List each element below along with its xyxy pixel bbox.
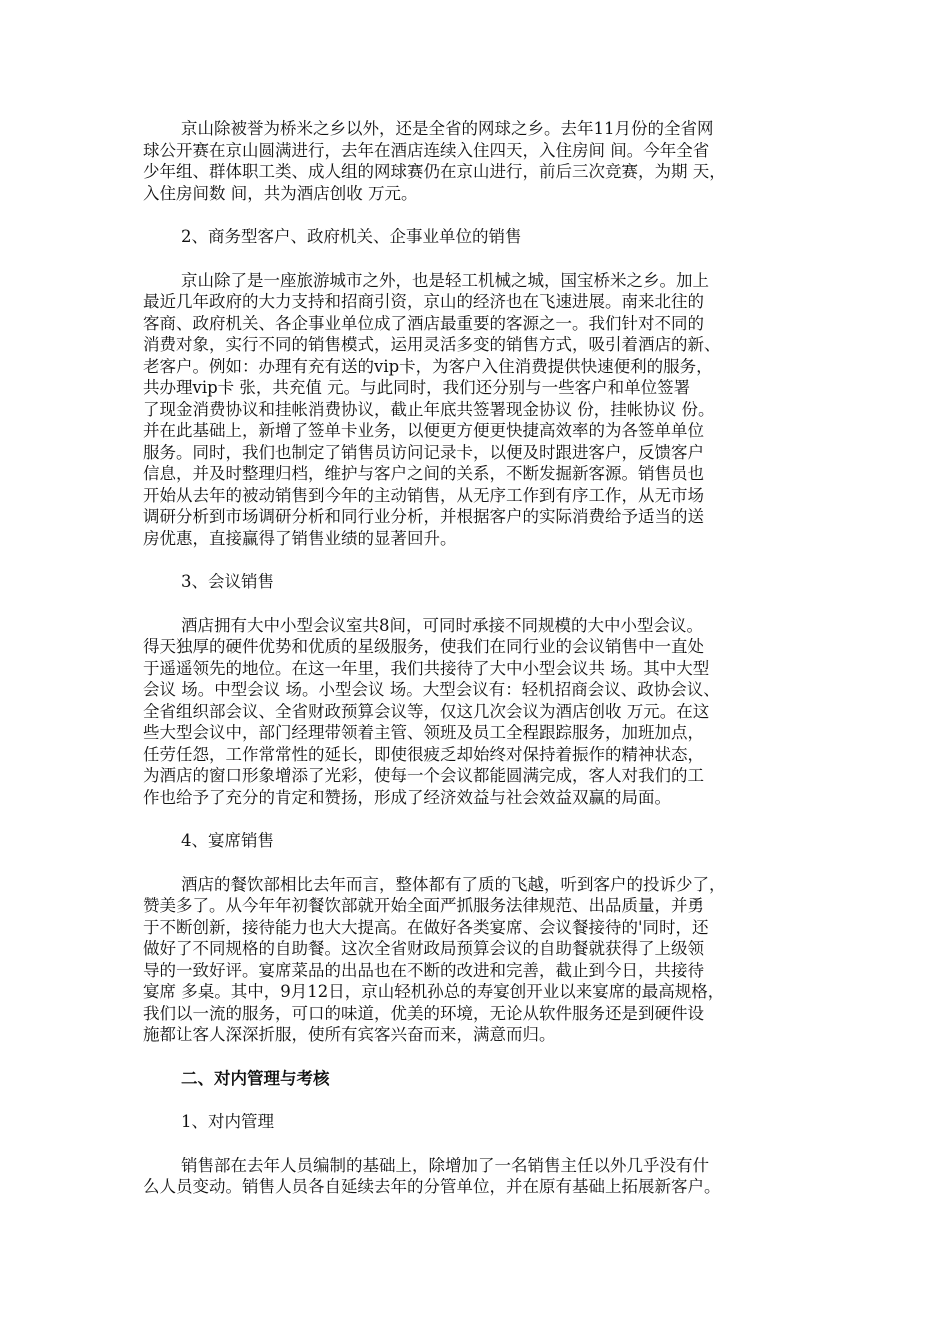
text-line: 了现金消费协议和挂帐消费协议，截止年底共签署现金协议 份，挂帐协议 份。 (143, 399, 715, 419)
text-line: 么人员变动。销售人员各自延续去年的分管单位，并在原有基础上拓展新客户。 (143, 1177, 721, 1196)
text-line: 京山除被誉为桥米之乡以外，还是全省的网球之乡。去年11月份的全省网 (181, 119, 714, 138)
text-line: 酒店拥有大中小型会议室共8间，可同时承接不同规模的大中小型会议。 (181, 615, 703, 635)
text-line: 做好了不同规格的自助餐。这次全省财政局预算会议的自助餐就获得了上级领 (143, 939, 704, 958)
text-line: 全省组织部会议、全省财政预算会议等，仅这几次会议为酒店创收 万元。在这 (143, 701, 710, 721)
text-line: 调研分析到市场调研分析和同行业分析，并根据客户的实际消费给予适当的送 (143, 507, 704, 526)
text-line: 施都让客人深深折服，使所有宾客兴奋而来，满意而归。 (143, 1025, 556, 1044)
text-line: 入住房间数 间，共为酒店创收 万元。 (143, 183, 418, 203)
text-line: 球公开赛在京山圆满进行，去年在酒店连续入住四天，入住房间 间。今年全省 (143, 140, 710, 160)
text-line: 于不断创新，接待能力也大大提高。在做好各类宴席、会议餐接待的'同时，还 (143, 917, 709, 937)
text-line: 赞美多了。从今年年初餐饮部就开始全面严抓服务法律规范、出品质量，并勇 (143, 896, 704, 915)
text-line: 京山除了是一座旅游城市之外，也是轻工机械之城，国宝桥米之乡。加上 (181, 270, 709, 290)
text-line: 消费对象，实行不同的销售模式，运用灵活多变的销售方式，吸引着酒店的新、 (143, 335, 721, 354)
subheading-banquet-sales: 4、宴席销售 (181, 831, 274, 850)
text-line: 最近几年政府的大力支持和招商引资，京山的经济也在飞速进展。南来北往的 (143, 292, 704, 311)
text-line: 得天独厚的硬件优势和优质的星级服务，使我们在同行业的会议销售中一直处 (143, 637, 704, 656)
text-line: 会议 场。中型会议 场。小型会议 场。大型会议有：轻机招商会议、政协会议、 (143, 680, 720, 699)
document-page (143, 118, 813, 1198)
text-line: 开始从去年的被动销售到今年的主动销售，从无序工作到有序工作，从无市场 (143, 485, 704, 505)
text-line: 些大型会议中，部门经理带领着主管、领班及员工全程跟踪服务，加班加点， (143, 723, 704, 742)
text-line: 于遥遥领先的地位。在这一年里，我们共接待了大中小型会议共 场。其中大型 (143, 658, 710, 678)
text-line: 任劳任怨，工作常常性的延长，即使很疲乏却始终对保持着振作的精神状态， (143, 744, 704, 764)
paragraph-tennis (143, 118, 813, 204)
text-line: 我们以一流的服务，可口的味道，优美的环境，无论从软件服务还是到硬件设 (143, 1003, 704, 1023)
text-line: 共办理vip卡 张，共充值 元。与此同时，我们还分别与一些客户和单位签署 (143, 378, 691, 397)
text-line: 为酒店的窗口形象增添了光彩，使每一个会议都能圆满完成，客人对我们的工 (143, 766, 704, 785)
section-heading-internal-management: 二、对内管理与考核 (181, 1068, 330, 1088)
text-line: 宴席 多桌。其中，9月12日，京山轻机孙总的寿宴创开业以来宴席的最高规格， (143, 982, 725, 1001)
subheading-meeting-sales: 3、会议销售 (181, 572, 274, 591)
text-line: 酒店的餐饮部相比去年而言，整体都有了质的飞越，听到客户的投诉少了， (181, 874, 726, 894)
subheading-internal-management: 1、对内管理 (181, 1112, 274, 1131)
subheading-business-clients: 2、商务型客户、政府机关、企事业单位的销售 (181, 227, 522, 246)
paragraph-banquet-sales (143, 874, 813, 1046)
text-line: 房优惠，直接赢得了销售业绩的显著回升。 (143, 528, 457, 548)
paragraph-business-clients (143, 270, 813, 550)
text-line: 作也给予了充分的肯定和赞扬，形成了经济效益与社会效益双赢的局面。 (143, 787, 671, 807)
text-line: 老客户。例如：办理有充有送的vip卡，为客户入住消费提供快速便利的服务， (143, 356, 713, 376)
paragraph-meeting-sales (143, 615, 813, 809)
text-line: 并在此基础上，新增了签单卡业务，以便更方便更快捷高效率的为各签单单位 (143, 421, 704, 440)
text-line: 导的一致好评。宴席菜品的出品也在不断的改进和完善，截止到今日，共接待 (143, 960, 704, 980)
paragraph-internal-management (143, 1155, 813, 1198)
text-line: 客商、政府机关、各企事业单位成了酒店最重要的客源之一。我们针对不同的 (143, 313, 704, 333)
text-line: 信息，并及时整理归档，维护与客户之间的关系，不断发掘新客源。销售员也 (143, 464, 704, 483)
text-line: 少年组、群体职工类、成人组的网球赛仍在京山进行，前后三次竞赛，为期 天， (143, 162, 726, 181)
text-line: 服务。同时，我们也制定了销售员访问记录卡，以便及时跟进客户，反馈客户 (143, 442, 704, 462)
text-line: 销售部在去年人员编制的基础上，除增加了一名销售主任以外几乎没有什 (181, 1155, 709, 1175)
